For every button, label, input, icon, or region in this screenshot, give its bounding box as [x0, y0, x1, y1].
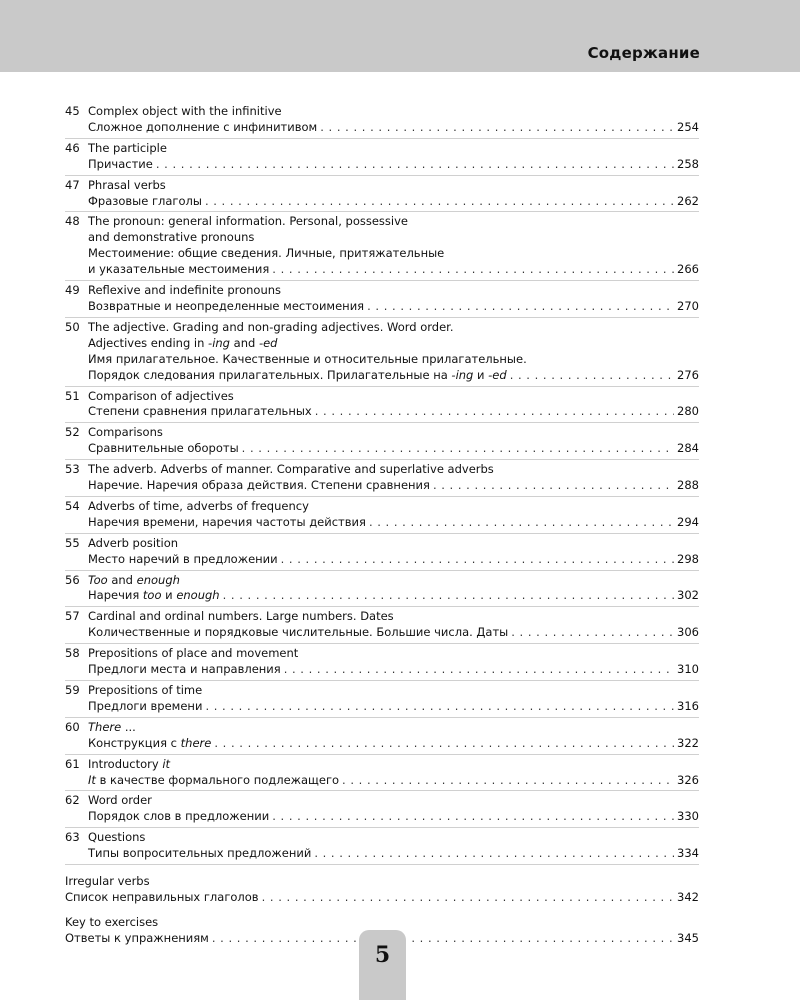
- dot-leader: [281, 552, 674, 568]
- toc-entry[interactable]: [65, 757, 699, 792]
- appendix-title-en: Irregular verbs: [65, 874, 150, 889]
- toc-entry-russian: [65, 120, 699, 136]
- toc-entry-title-en: Questions: [88, 830, 146, 845]
- toc-entry-title-ru: Наречия too и enough: [88, 588, 220, 603]
- toc-entry-title-ru: Конструкция с there: [88, 735, 212, 750]
- toc-entry-title-ru: Сложное дополнение с инфинитивом: [88, 119, 318, 134]
- toc-page-number[interactable]: 266: [677, 262, 699, 277]
- toc-entry-number: 47: [65, 177, 80, 192]
- page-title: Содержание: [587, 44, 700, 62]
- appendix-title-ru: Ответы к упражнениям: [65, 930, 209, 945]
- toc-entry[interactable]: [65, 499, 699, 534]
- toc-entry-title-ru: Степени сравнения прилагательных: [88, 404, 312, 419]
- toc-entry-title-en: The adjective. Grading and non-grading adjectives. Word order.: [88, 319, 454, 334]
- toc-entry-russian: [65, 515, 699, 531]
- toc-entry[interactable]: [65, 141, 699, 176]
- toc-entry-english: [65, 573, 699, 589]
- toc-entry-title-en: There ...: [88, 719, 136, 734]
- dot-leader: [511, 625, 674, 641]
- toc-entry-title-en: and demonstrative pronouns: [88, 230, 255, 245]
- toc-entry-russian: [65, 262, 699, 278]
- toc-entry-number: 58: [65, 646, 80, 661]
- toc-entry-english: [65, 283, 699, 299]
- toc-entry-number: 49: [65, 283, 80, 298]
- page-number-tab: [359, 930, 406, 1000]
- toc-entry-title-en: The pronoun: general information. Personal, possessive: [88, 214, 408, 229]
- toc-entry-title-en: Prepositions of time: [88, 683, 203, 697]
- dot-leader: [433, 478, 674, 494]
- toc-entry-title-ru: и указательные местоимения: [88, 262, 270, 277]
- toc-page-number[interactable]: 258: [677, 156, 699, 171]
- toc-entry[interactable]: [65, 104, 699, 139]
- dot-leader: [242, 441, 674, 457]
- toc-entry-title-ru: Типы вопросительных предложений: [88, 846, 312, 861]
- toc-entry-title-ru: Порядок следования прилагательных. Прилагательные на -ing и -ed: [88, 367, 507, 382]
- toc-entry[interactable]: [65, 793, 699, 828]
- toc-entry-title-ru: Имя прилагательное. Качественные и относительные прилагательные.: [88, 351, 527, 366]
- toc-entry[interactable]: [65, 214, 699, 281]
- toc-entry-russian: [65, 246, 699, 262]
- toc-entry-english: [65, 793, 699, 809]
- toc-entry-number: 48: [65, 214, 80, 229]
- toc-entry[interactable]: [65, 462, 699, 497]
- toc-entry-title-en: Adjectives ending in -ing and -ed: [88, 335, 278, 350]
- toc-entry-russian: [65, 157, 699, 173]
- toc-entry[interactable]: [65, 320, 699, 387]
- toc-entry-title-ru: Количественные и порядковые числительные. Большие числа. Даты: [88, 625, 509, 640]
- toc-entry-number: 46: [65, 140, 80, 155]
- toc-entry[interactable]: [65, 830, 699, 865]
- toc-entry-english: [65, 499, 699, 515]
- toc-entry-english: [65, 336, 699, 352]
- toc-page-number[interactable]: 316: [677, 698, 699, 713]
- dot-leader: [284, 662, 674, 678]
- toc-entry-russian: [65, 809, 699, 825]
- toc-entry-title-ru: Предлоги места и направления: [88, 662, 281, 677]
- toc-entry-title-ru: Возвратные и неопределенные местоимения: [88, 298, 365, 313]
- page-number: 5: [374, 942, 391, 968]
- toc-entry-number: [65, 230, 88, 246]
- dot-leader: [214, 736, 674, 752]
- toc-entry-english: [65, 757, 699, 773]
- toc-page-number[interactable]: 302: [677, 588, 699, 603]
- toc-entry[interactable]: [65, 389, 699, 424]
- appendix-row: [65, 890, 699, 906]
- toc-entry-number: [65, 336, 88, 352]
- toc-page-number[interactable]: 326: [677, 772, 699, 787]
- appendix-page-number[interactable]: 342: [677, 889, 699, 904]
- toc-page-number[interactable]: 284: [677, 441, 699, 456]
- toc-entry-title-en: Introductory it: [88, 756, 171, 771]
- toc-entry-number: 50: [65, 319, 80, 334]
- toc-page-number[interactable]: 254: [677, 119, 699, 134]
- toc-entry-title-en: Comparisons: [88, 425, 163, 440]
- toc-entry-english: [65, 609, 699, 625]
- toc-entry[interactable]: [65, 178, 699, 213]
- toc-entry-russian: [65, 441, 699, 457]
- dot-leader: [342, 773, 674, 789]
- toc-entry[interactable]: [65, 646, 699, 681]
- toc-entry-title-ru: Наречие. Наречия образа действия. Степени сравнения: [88, 478, 430, 493]
- toc-entry-title-en: Adverb position: [88, 535, 179, 550]
- toc-entry-russian: [65, 352, 699, 368]
- toc-entry-english: [65, 536, 699, 552]
- toc-entry-english: [65, 141, 699, 157]
- dot-leader: [314, 846, 674, 862]
- toc-entry-russian: [65, 846, 699, 862]
- toc-entry-english: [65, 178, 699, 194]
- toc-page-number[interactable]: 330: [677, 809, 699, 824]
- toc-entry-russian: [65, 552, 699, 568]
- toc-entry-english: [65, 830, 699, 846]
- toc-entry-title-en: The adverb. Adverbs of manner. Comparative and superlative adverbs: [88, 462, 494, 477]
- toc-entry[interactable]: [65, 283, 699, 318]
- toc-entry-english: [65, 683, 699, 699]
- toc-entry-number: 61: [65, 756, 80, 771]
- toc-entry-english: [65, 104, 699, 120]
- dot-leader: [272, 809, 674, 825]
- toc-entry[interactable]: [65, 609, 699, 644]
- toc-entry-russian: [65, 625, 699, 641]
- toc-entry-title-ru: Предлоги времени: [88, 698, 203, 713]
- toc-page-number[interactable]: 298: [677, 551, 699, 566]
- toc-entry-russian: [65, 299, 699, 315]
- dot-leader: [510, 368, 674, 384]
- toc-entry-number: 59: [65, 683, 80, 697]
- toc-entry-russian: [65, 404, 699, 420]
- toc-entry-title-ru: Место наречий в предложении: [88, 551, 278, 566]
- toc-entry[interactable]: [65, 536, 699, 571]
- toc-entry-title-en: Too and enough: [88, 572, 180, 587]
- toc-entry-english: [65, 214, 699, 230]
- toc-entry-english: [65, 462, 699, 478]
- toc-entry-title-en: Adverbs of time, adverbs of frequency: [88, 498, 309, 513]
- dot-leader: [212, 931, 674, 947]
- appendix-title-ru: Список неправильных глаголов: [65, 889, 259, 904]
- toc-entry-number: 60: [65, 719, 80, 734]
- toc-entry-number: 53: [65, 462, 80, 477]
- toc-entry-number: 45: [65, 104, 80, 118]
- toc-entry-title-ru: Порядок слов в предложении: [88, 809, 270, 824]
- dot-leader: [205, 699, 674, 715]
- toc-page-number[interactable]: 334: [677, 846, 699, 861]
- toc-entry-title-en: Cardinal and ordinal numbers. Large numbers. Dates: [88, 609, 394, 624]
- toc-entry-title-en: Word order: [88, 793, 152, 808]
- dot-leader: [367, 299, 674, 315]
- dot-leader: [223, 588, 674, 604]
- toc-entry-russian: [65, 662, 699, 678]
- toc-entry-title-ru: Местоимение: общие сведения. Личные, притяжательные: [88, 246, 445, 261]
- table-of-contents: [65, 104, 699, 947]
- dot-leader: [320, 120, 674, 136]
- dot-leader: [315, 404, 674, 420]
- toc-page-number[interactable]: 276: [677, 367, 699, 382]
- toc-entry-russian: [65, 194, 699, 210]
- toc-entry-number: 62: [65, 793, 80, 808]
- toc-page-number[interactable]: 322: [677, 735, 699, 750]
- toc-entry-english: [65, 425, 699, 441]
- toc-entry[interactable]: [65, 425, 699, 460]
- toc-entry-title-en: Reflexive and indefinite pronouns: [88, 283, 282, 298]
- appendix-title-en: Key to exercises: [65, 914, 159, 929]
- appendix-page-number[interactable]: 345: [677, 930, 699, 945]
- toc-entry-title-en: Prepositions of place and movement: [88, 646, 299, 661]
- dot-leader: [369, 515, 674, 531]
- toc-entry[interactable]: [65, 683, 699, 718]
- toc-entry-english: [65, 720, 699, 736]
- toc-entry-number: 51: [65, 388, 80, 403]
- toc-entry-number: 55: [65, 535, 80, 550]
- toc-page-number[interactable]: 262: [677, 193, 699, 208]
- toc-entry-russian: [65, 699, 699, 715]
- toc-entry[interactable]: [65, 573, 699, 608]
- dot-leader: [272, 262, 674, 278]
- toc-entry-title-en: The participle: [88, 140, 167, 155]
- toc-entry-title-en: Complex object with the infinitive: [88, 104, 282, 118]
- toc-entry-title-en: Phrasal verbs: [88, 177, 166, 192]
- toc-entry-title-ru: Сравнительные обороты: [88, 441, 239, 456]
- toc-entry-title-ru: Фразовые глаголы: [88, 193, 202, 208]
- toc-page-number[interactable]: 310: [677, 662, 699, 677]
- toc-entry-number: 52: [65, 425, 80, 440]
- toc-entry-russian: [65, 368, 699, 384]
- toc-page-number[interactable]: 280: [677, 404, 699, 419]
- toc-entry-title-ru: Причастие: [88, 156, 153, 171]
- dot-leader: [205, 194, 674, 210]
- toc-entry-english: [65, 389, 699, 405]
- toc-entry-title-en: Comparison of adjectives: [88, 388, 234, 403]
- toc-entry-russian: [65, 478, 699, 494]
- toc-entry-english: [65, 646, 699, 662]
- dot-leader: [156, 157, 674, 173]
- toc-entry-number: 63: [65, 830, 80, 845]
- toc-entry-number: 54: [65, 498, 80, 513]
- toc-entry-number: 56: [65, 572, 80, 587]
- appendix-entry[interactable]: [65, 874, 699, 906]
- toc-entry-title-ru: Наречия времени, наречия частоты действия: [88, 514, 366, 529]
- toc-entry-english: [65, 320, 699, 336]
- toc-page-number[interactable]: 306: [677, 625, 699, 640]
- toc-page-number[interactable]: 288: [677, 478, 699, 493]
- dot-leader: [262, 890, 674, 906]
- toc-entry-russian: [65, 773, 699, 789]
- toc-entry-english: [65, 230, 699, 246]
- toc-entry-russian: [65, 736, 699, 752]
- toc-page-number[interactable]: 294: [677, 514, 699, 529]
- toc-page-number[interactable]: 270: [677, 298, 699, 313]
- toc-entry-russian: [65, 588, 699, 604]
- toc-entry-title-ru: It в качестве формального подлежащего: [88, 772, 340, 787]
- toc-entry-number: 57: [65, 609, 80, 624]
- toc-entry[interactable]: [65, 720, 699, 755]
